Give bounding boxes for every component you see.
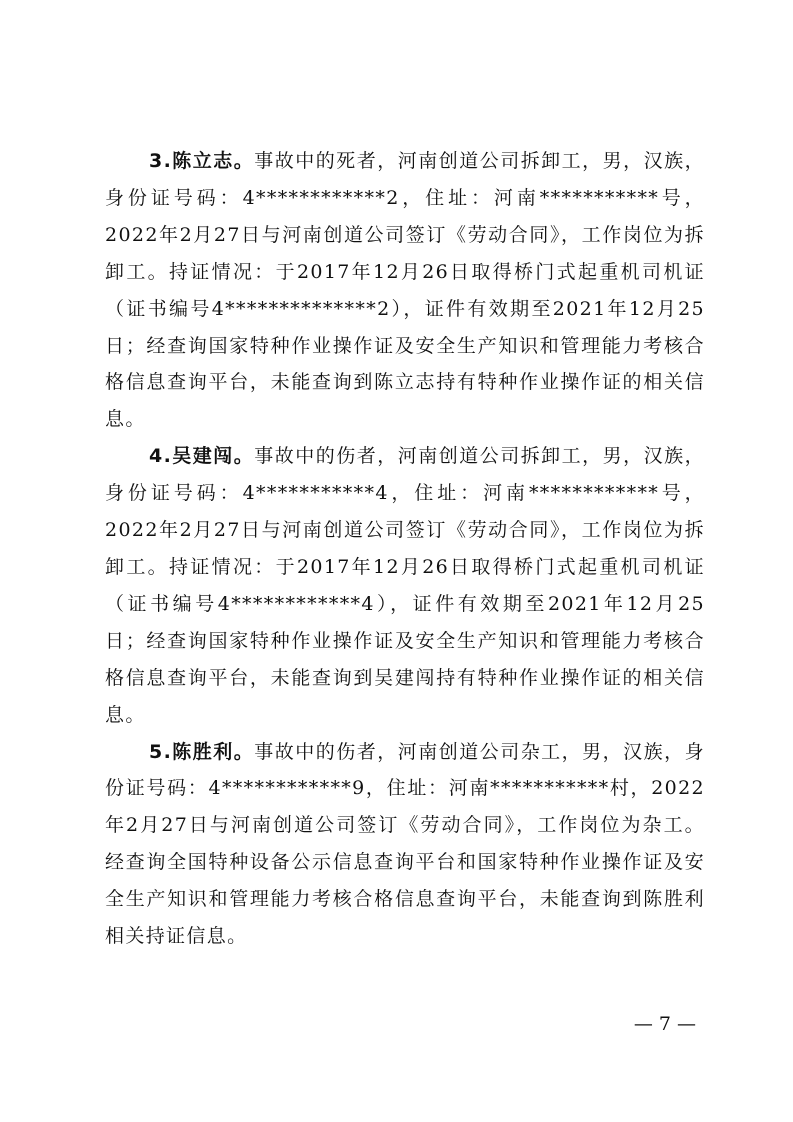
paragraph-chen-lizhi [105,143,705,438]
document-body [105,143,705,955]
paragraph-chen-shengli [105,734,705,955]
paragraph-heading: 5.陈胜利。 [149,740,255,763]
paragraph-heading: 3.陈立志。 [149,150,255,172]
paragraph-text: 事故中的伤者，河南创道公司杂工，男，汉族，身份证号码：4************9，住址：河南***********村，2022年2月27日与河南创道公司签订《劳动合同》，工作岗位为杂工。经查询全国特种设备公示信息查询平台和国家特种作业操作证及安全生产知识和管理能力考核合格信息查询平台，未能查询到陈胜利相关持证信息。 [105,740,705,948]
paragraph-heading: 4.吴建闯。 [149,445,255,468]
paragraph-text: 事故中的伤者，河南创道公司拆卸工，男，汉族，身份证号码：4***********4，住址：河南************号，2022年2月27日与河南创道公司签订《劳动合同》，工作岗位为拆卸工。持证情况：于2017年12月26日取得桥门式起重机司机证（证书编号4************4），证件有效期至2021年12月25日；经查询国家特种作业操作证及安全生产知识和管理能力考核合格信息查询平台，未能查询到吴建闯持有特种作业操作证的相关信息。 [105,445,705,726]
page-number: — 7 — [633,1013,696,1035]
paragraph-wu-jianchuang [105,438,705,733]
paragraph-text: 事故中的死者，河南创道公司拆卸工，男，汉族，身份证号码：4************2，住址：河南***********号，2022年2月27日与河南创道公司签订《劳动合同》，工作岗位为拆卸工。持证情况：于2017年12月26日取得桥门式起重机司机证（证书编号4**************2），证件有效期至2021年12月25日；经查询国家特种作业操作证及安全生产知识和管理能力考核合格信息查询平台，未能查询到陈立志持有特种作业操作证的相关信息。 [105,150,705,431]
